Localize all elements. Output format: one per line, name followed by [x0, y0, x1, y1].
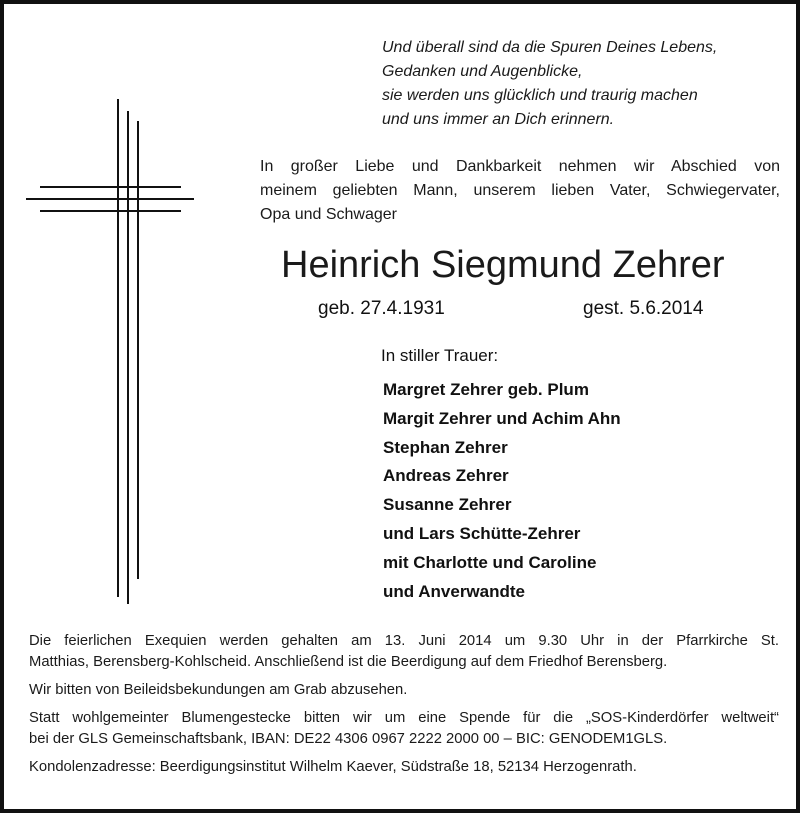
mourner-name: Stephan Zehrer [383, 437, 508, 457]
verse-line: Gedanken und Augenblicke, [382, 63, 583, 80]
verse [382, 36, 782, 132]
condolence-note: Wir bitten von Beileidsbekundungen am Grab abzusehen. [29, 682, 408, 698]
cross-icon [26, 99, 196, 609]
intro-line: Opa und Schwager [260, 206, 397, 223]
mourner-name: Andreas Zehrer [383, 466, 509, 486]
funeral-details [29, 631, 779, 778]
intro-text [260, 155, 780, 227]
condolence-address: Kondolenzadresse: Beerdigungsinstitut Wilhelm Kaever, Südstraße 18, 52134 Herzogenrath. [29, 759, 637, 775]
mourning-label: In stiller Trauer: [381, 346, 499, 365]
intro-line: meinem geliebten Mann, unserem lieben Vater, Schwiegervater, [260, 182, 780, 199]
exequies-line: Matthias, Berensberg-Kohlscheid. Anschließend ist die Beerdigung auf dem Friedhof Berensberg. [29, 654, 668, 670]
death-date: gest. 5.6.2014 [583, 298, 704, 319]
birth-date: geb. 27.4.1931 [318, 298, 445, 319]
deceased-name: Heinrich Siegmund Zehrer [281, 244, 725, 286]
donation-line: Statt wohlgemeinter Blumengestecke bitten wir um eine Spende für die „SOS-Kinderdörfer weltweit“ [29, 710, 779, 726]
donation-line: bei der GLS Gemeinschaftsbank, IBAN: DE22 4306 0967 2222 2000 00 – BIC: GENODEM1GLS. [29, 731, 668, 747]
mourner-name: und Anverwandte [383, 581, 525, 601]
verse-line: Und überall sind da die Spuren Deines Lebens, [382, 39, 718, 56]
intro-line: In großer Liebe und Dankbarkeit nehmen wir Abschied von [260, 158, 780, 175]
exequies-line: Die feierlichen Exequien werden gehalten am 13. Juni 2014 um 9.30 Uhr in der Pfarrkirche St. [29, 633, 779, 649]
mourner-name: Susanne Zehrer [383, 495, 512, 515]
verse-line: sie werden uns glücklich und traurig machen [382, 87, 698, 104]
mourner-name: mit Charlotte und Caroline [383, 552, 597, 572]
mourner-name: und Lars Schütte-Zehrer [383, 523, 581, 543]
verse-line: und uns immer an Dich erinnern. [382, 111, 615, 128]
mourners-list [383, 376, 763, 606]
mourner-name: Margret Zehrer geb. Plum [383, 380, 589, 399]
mourner-name: Margit Zehrer und Achim Ahn [383, 408, 621, 428]
